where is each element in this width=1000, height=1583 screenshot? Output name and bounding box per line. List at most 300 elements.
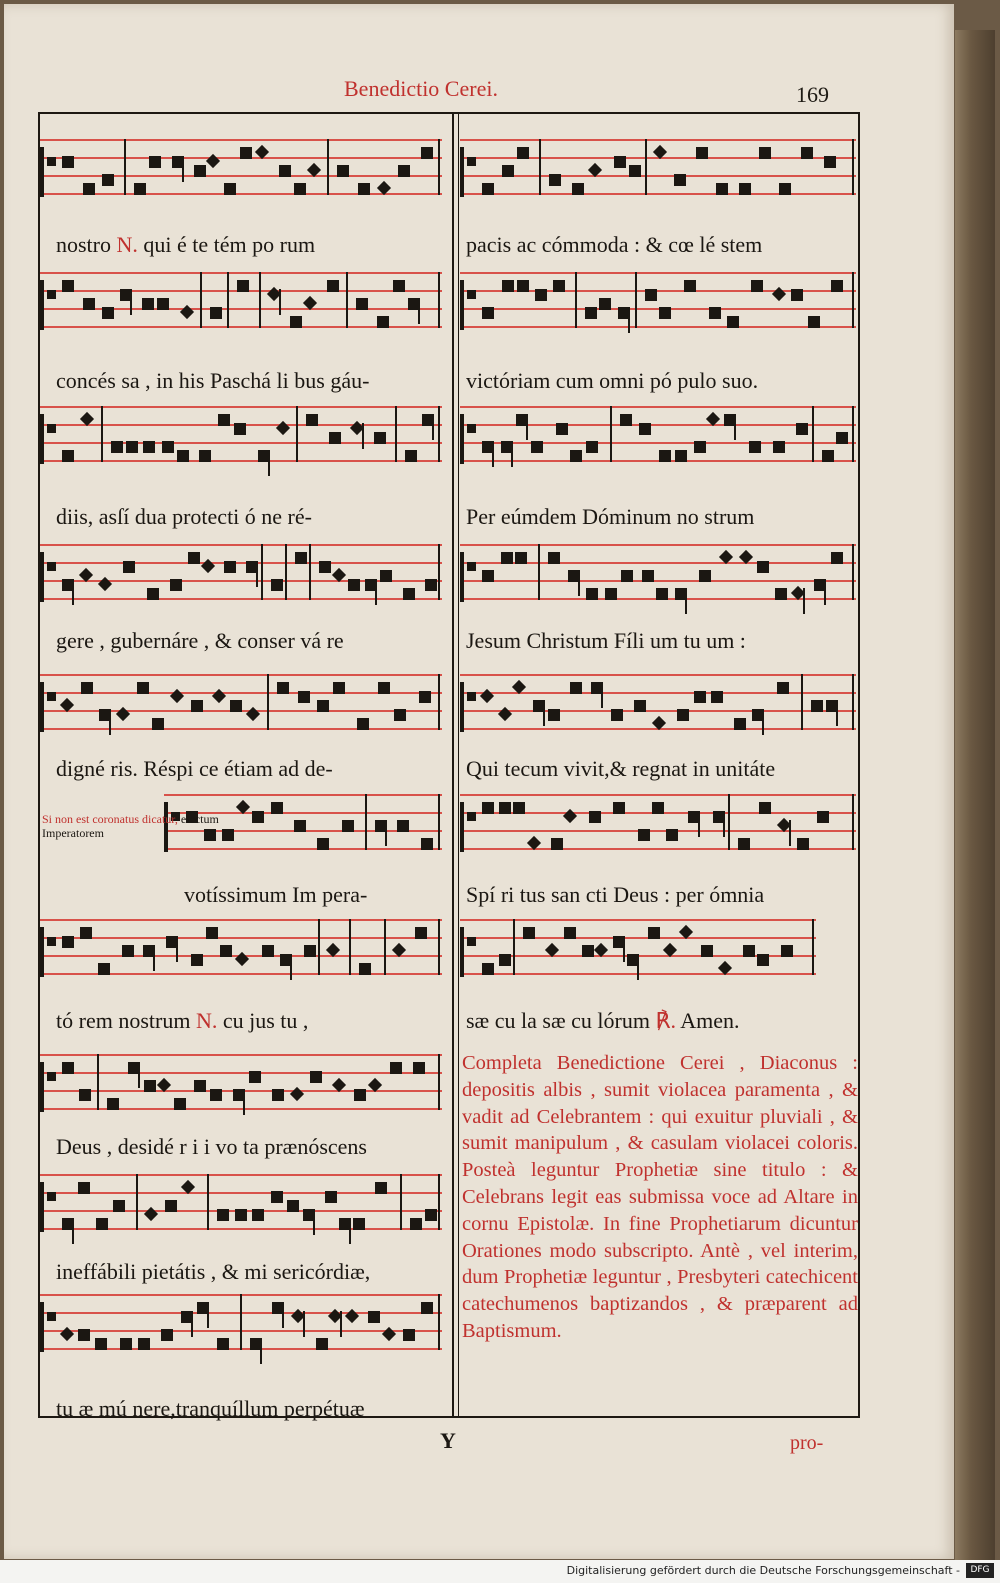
- division-bar: [124, 139, 126, 195]
- neume-note: [83, 183, 95, 195]
- neume-note: [605, 588, 617, 600]
- neume-note: [425, 579, 437, 591]
- neume-note: [709, 307, 721, 319]
- neume-note: [113, 1200, 125, 1212]
- neume-note: [290, 316, 302, 328]
- clef-icon: [40, 1302, 44, 1352]
- neume-note: [95, 1338, 107, 1350]
- neume-note: [325, 1191, 337, 1203]
- staff-end-bar: [438, 1294, 440, 1350]
- neume-note: [390, 1062, 402, 1074]
- neume-stem: [340, 1311, 342, 1337]
- neume-note: [410, 1218, 422, 1230]
- staff-line: [460, 193, 856, 195]
- clef-mark: [47, 1072, 56, 1081]
- neume-note: [144, 1080, 156, 1092]
- lyric-text: nostro: [56, 232, 117, 257]
- neume-note: [107, 1098, 119, 1110]
- neume-stem: [824, 579, 826, 605]
- staff: [40, 139, 442, 219]
- clef-icon: [460, 927, 464, 977]
- division-bar: [101, 406, 103, 462]
- lyric-line: [466, 628, 746, 654]
- clef-mark: [467, 562, 476, 571]
- neume-note: [781, 945, 793, 957]
- neume-note: [599, 298, 611, 310]
- division-bar: [349, 919, 351, 975]
- neume-note: [817, 811, 829, 823]
- neume-note: [224, 561, 236, 573]
- staff-line: [40, 598, 442, 600]
- neume-note: [230, 700, 242, 712]
- division-bar: [296, 406, 298, 462]
- neume-note: [161, 1329, 173, 1341]
- neume-stem: [282, 1302, 284, 1328]
- clef-icon: [460, 147, 464, 197]
- margin-note-text-2: Imperatorem: [42, 826, 104, 840]
- neume-note: [191, 954, 203, 966]
- neume-note: [81, 682, 93, 694]
- neume-stem: [385, 820, 387, 846]
- neume-note: [210, 1089, 222, 1101]
- neume-note: [739, 183, 751, 195]
- staff: [40, 674, 442, 754]
- neume-note: [122, 945, 134, 957]
- neume-stem: [601, 682, 603, 708]
- division-bar: [136, 1174, 138, 1230]
- neume-note: [317, 700, 329, 712]
- lyric-text: diis, asſí dua protecti ó ne ré-: [56, 504, 312, 529]
- neume-note: [759, 802, 771, 814]
- staff-end-bar: [852, 674, 854, 730]
- staff-line: [460, 308, 856, 310]
- neume-note: [549, 174, 561, 186]
- lyric-text: digné ris. Réspi ce étiam ad de-: [56, 756, 333, 781]
- neume-note: [170, 579, 182, 591]
- neume-note: [674, 174, 686, 186]
- neume-note: [271, 1191, 283, 1203]
- neume-note: [62, 156, 74, 168]
- neume-note: [611, 709, 623, 721]
- staff: [460, 139, 856, 219]
- division-bar: [728, 794, 730, 850]
- neume-note: [751, 280, 763, 292]
- division-bar: [812, 406, 814, 462]
- staff-end-bar: [438, 674, 440, 730]
- division-bar: [327, 139, 329, 195]
- neume-note: [743, 945, 755, 957]
- neume-note: [757, 954, 769, 966]
- neume-note: [419, 691, 431, 703]
- neume-note: [421, 838, 433, 850]
- division-bar: [259, 272, 261, 328]
- neume-stem: [836, 700, 838, 726]
- neume-note: [811, 700, 823, 712]
- staff-line: [460, 794, 856, 796]
- running-head: Benedictio Cerei.: [344, 76, 498, 101]
- neume-note: [656, 588, 668, 600]
- clef-icon: [40, 682, 44, 732]
- clef-mark: [47, 290, 56, 299]
- neume-note: [142, 298, 154, 310]
- lyric-line: [466, 232, 762, 258]
- neume-stem: [723, 811, 725, 837]
- neume-note: [482, 963, 494, 975]
- staff-line: [40, 1174, 442, 1176]
- neume-note: [368, 1311, 380, 1323]
- neume-note: [295, 552, 307, 564]
- staff-end-bar: [812, 919, 814, 975]
- neume-note: [191, 700, 203, 712]
- neume-note: [403, 1329, 415, 1341]
- neume-note: [272, 1089, 284, 1101]
- neume-note: [194, 165, 206, 177]
- lyric-text: gere , gubernáre , & conser vá re: [56, 628, 344, 653]
- neume-note: [564, 927, 576, 939]
- neume-note: [659, 450, 671, 462]
- staff-line: [460, 442, 856, 444]
- staff: [40, 1054, 442, 1134]
- neume-note: [78, 1329, 90, 1341]
- neume-stem: [207, 1302, 209, 1328]
- neume-note: [701, 945, 713, 957]
- neume-note: [218, 414, 230, 426]
- neume-note: [808, 316, 820, 328]
- neume-stem: [685, 588, 687, 614]
- neume-note: [279, 165, 291, 177]
- neume-note: [499, 802, 511, 814]
- lyric-line: [466, 504, 754, 530]
- staff-line: [40, 674, 442, 676]
- neume-note: [62, 936, 74, 948]
- neume-note: [62, 1062, 74, 1074]
- neume-stem: [623, 936, 625, 962]
- neume-note: [749, 441, 761, 453]
- division-bar: [645, 139, 647, 195]
- lyric-text: cu jus tu ,: [217, 1008, 309, 1033]
- neume-note: [645, 289, 657, 301]
- neume-stem: [256, 561, 258, 587]
- neume-note: [638, 829, 650, 841]
- neume-note: [96, 1218, 108, 1230]
- neume-note: [304, 945, 316, 957]
- staff-line: [40, 544, 442, 546]
- neume-note: [548, 709, 560, 721]
- margin-note-text-1: electum: [180, 812, 219, 826]
- neume-note: [531, 441, 543, 453]
- staff-end-bar: [438, 544, 440, 600]
- neume-note: [572, 183, 584, 195]
- neume-note: [287, 1200, 299, 1212]
- neume-note: [235, 1209, 247, 1221]
- staff-line: [40, 562, 442, 564]
- clef-mark: [47, 424, 56, 433]
- neume-note: [405, 450, 417, 462]
- staff-end-bar: [438, 139, 440, 195]
- staff-line: [460, 710, 856, 712]
- neume-note: [194, 1080, 206, 1092]
- neume-stem: [138, 1062, 140, 1088]
- neume-note: [149, 156, 161, 168]
- staff-end-bar: [438, 272, 440, 328]
- staff: [40, 1174, 442, 1254]
- lyric-line: [56, 1259, 370, 1285]
- neume-stem: [268, 450, 270, 476]
- staff: [460, 919, 816, 999]
- neume-note: [224, 183, 236, 195]
- neume-note: [551, 838, 563, 850]
- neume-note: [482, 802, 494, 814]
- neume-stem: [526, 414, 528, 440]
- staff-line: [40, 937, 442, 939]
- neume-note: [620, 414, 632, 426]
- neume-note: [199, 450, 211, 462]
- neume-note: [586, 588, 598, 600]
- neume-note: [582, 945, 594, 957]
- division-bar: [207, 1174, 209, 1230]
- neume-note: [123, 561, 135, 573]
- neume-stem: [762, 709, 764, 735]
- staff-end-bar: [438, 1054, 440, 1110]
- staff: [460, 406, 856, 486]
- neume-note: [375, 1182, 387, 1194]
- neume-note: [354, 1089, 366, 1101]
- staff: [460, 794, 856, 874]
- neume-note: [240, 147, 252, 159]
- neume-stem: [511, 441, 513, 467]
- page-number: 169: [796, 82, 829, 107]
- neume-note: [677, 709, 689, 721]
- neume-note: [517, 280, 529, 292]
- neume-note: [353, 1218, 365, 1230]
- neume-note: [694, 691, 706, 703]
- neume-note: [824, 156, 836, 168]
- staff-end-bar: [438, 794, 440, 850]
- neume-note: [398, 165, 410, 177]
- neume-stem: [432, 414, 434, 440]
- clef-icon: [40, 552, 44, 602]
- neume-note: [621, 570, 633, 582]
- lyric-text: Amen.: [676, 1008, 740, 1033]
- neume-note: [775, 588, 787, 600]
- neume-stem: [418, 298, 420, 324]
- neume-note: [502, 165, 514, 177]
- signature-mark: Y: [440, 1428, 456, 1453]
- neume-note: [666, 829, 678, 841]
- neume-note: [157, 298, 169, 310]
- staff-end-bar: [852, 139, 854, 195]
- neume-stem: [734, 414, 736, 440]
- neume-note: [499, 954, 511, 966]
- neume-note: [421, 147, 433, 159]
- division-bar: [575, 272, 577, 328]
- clef-mark: [467, 157, 476, 166]
- neume-note: [482, 183, 494, 195]
- neume-note: [791, 289, 803, 301]
- neume-stem: [698, 811, 700, 837]
- neume-note: [403, 588, 415, 600]
- staff-end-bar: [852, 794, 854, 850]
- lyric-line: [56, 1134, 367, 1160]
- neume-note: [252, 1209, 264, 1221]
- neume-note: [277, 682, 289, 694]
- neume-note: [777, 682, 789, 694]
- staff-line: [460, 326, 856, 328]
- neume-note: [333, 682, 345, 694]
- clef-icon: [40, 1182, 44, 1232]
- division-bar: [309, 544, 311, 600]
- neume-stem: [153, 945, 155, 971]
- neume-note: [210, 307, 222, 319]
- neume-note: [188, 552, 200, 564]
- neume-stem: [176, 936, 178, 962]
- neume-note: [152, 718, 164, 730]
- neume-note: [570, 682, 582, 694]
- neume-note: [556, 423, 568, 435]
- neume-note: [83, 298, 95, 310]
- neume-stem: [349, 1218, 351, 1244]
- division-bar: [395, 406, 397, 462]
- neume-note: [294, 820, 306, 832]
- neume-stem: [243, 1089, 245, 1115]
- lyric-line: [56, 756, 333, 782]
- clef-mark: [47, 157, 56, 166]
- neume-note: [98, 963, 110, 975]
- staff-line: [164, 794, 442, 796]
- neume-note: [120, 1338, 132, 1350]
- neume-stem: [191, 1311, 193, 1337]
- clef-icon: [460, 414, 464, 464]
- neume-note: [126, 441, 138, 453]
- staff: [460, 272, 856, 352]
- clef-mark: [467, 290, 476, 299]
- neume-stem: [803, 588, 805, 614]
- neume-note: [517, 147, 529, 159]
- clef-mark: [467, 812, 476, 821]
- lyric-text: sæ cu la sæ cu lórum: [466, 1008, 656, 1033]
- neume-stem: [303, 1311, 305, 1337]
- neume-note: [548, 552, 560, 564]
- staff-line: [40, 1072, 442, 1074]
- staff-end-bar: [438, 919, 440, 975]
- neume-note: [249, 1071, 261, 1083]
- lyric-line: [56, 628, 344, 654]
- neume-note: [553, 280, 565, 292]
- neume-note: [298, 691, 310, 703]
- neume-stem: [109, 709, 111, 735]
- neume-stem: [492, 441, 494, 467]
- clef-icon: [40, 414, 44, 464]
- division-bar: [539, 139, 541, 195]
- neume-note: [147, 588, 159, 600]
- neume-note: [796, 423, 808, 435]
- neume-note: [822, 450, 834, 462]
- clef-icon: [460, 682, 464, 732]
- dfg-logo: DFG: [966, 1563, 994, 1578]
- neume-note: [294, 183, 306, 195]
- staff: [460, 674, 856, 754]
- neume-note: [111, 441, 123, 453]
- neume-stem: [543, 700, 545, 726]
- neume-stem: [72, 579, 74, 605]
- lyric-text: pacis ac cómmoda : & cœ lé stem: [466, 232, 763, 257]
- clef-icon: [40, 147, 44, 197]
- margin-note-rubric: Si non est coronatus dicatur,: [42, 812, 178, 826]
- division-bar: [400, 1174, 402, 1230]
- neume-note: [694, 441, 706, 453]
- neume-stem: [628, 307, 630, 333]
- lyric-text: votíssimum Im pera-: [184, 882, 368, 907]
- neume-stem: [260, 1338, 262, 1364]
- division-bar: [227, 272, 229, 328]
- neume-note: [535, 289, 547, 301]
- neume-stem: [72, 1218, 74, 1244]
- clef-icon: [40, 927, 44, 977]
- neume-note: [642, 570, 654, 582]
- neume-note: [217, 1209, 229, 1221]
- neume-note: [359, 963, 371, 975]
- lyric-line: [466, 882, 764, 908]
- division-bar: [318, 919, 320, 975]
- neume-note: [222, 829, 234, 841]
- neume-note: [378, 682, 390, 694]
- neume-note: [397, 820, 409, 832]
- staff-line: [460, 830, 856, 832]
- clef-icon: [40, 280, 44, 330]
- lyric-line: [184, 882, 367, 908]
- lyric-line: [56, 504, 312, 530]
- lyric-rubric: N.: [195, 1008, 218, 1033]
- neume-note: [831, 280, 843, 292]
- neume-note: [634, 700, 646, 712]
- neume-note: [271, 802, 283, 814]
- neume-note: [316, 1338, 328, 1350]
- neume-note: [648, 927, 660, 939]
- neume-note: [102, 307, 114, 319]
- neume-note: [699, 570, 711, 582]
- staff-line: [40, 1108, 442, 1110]
- clef-mark: [467, 937, 476, 946]
- neume-note: [675, 450, 687, 462]
- neume-note: [79, 1089, 91, 1101]
- neume-stem: [362, 423, 364, 449]
- staff: [40, 1294, 442, 1374]
- neume-note: [317, 838, 329, 850]
- neume-note: [738, 838, 750, 850]
- division-bar: [384, 919, 386, 975]
- lyric-text: victóriam cum omni pó pulo suo.: [466, 368, 759, 393]
- neume-note: [614, 156, 626, 168]
- margin-note: [42, 812, 219, 840]
- lyric-line: [466, 1008, 740, 1034]
- neume-stem: [290, 954, 292, 980]
- neume-note: [586, 441, 598, 453]
- neume-note: [234, 423, 246, 435]
- lyric-text: Jesum Christum Fíli um tu um :: [466, 628, 746, 653]
- neume-note: [237, 280, 249, 292]
- lyric-line: [466, 756, 775, 782]
- clef-mark: [47, 1192, 56, 1201]
- lyric-text: ineffábili pietátis , & mi sericórdiæ,: [56, 1259, 371, 1284]
- neume-note: [310, 1071, 322, 1083]
- neume-note: [711, 691, 723, 703]
- neume-note: [319, 561, 331, 573]
- staff-line: [40, 919, 442, 921]
- neume-note: [727, 316, 739, 328]
- clef-mark: [467, 692, 476, 701]
- staff-end-bar: [438, 406, 440, 462]
- staff: [40, 544, 442, 624]
